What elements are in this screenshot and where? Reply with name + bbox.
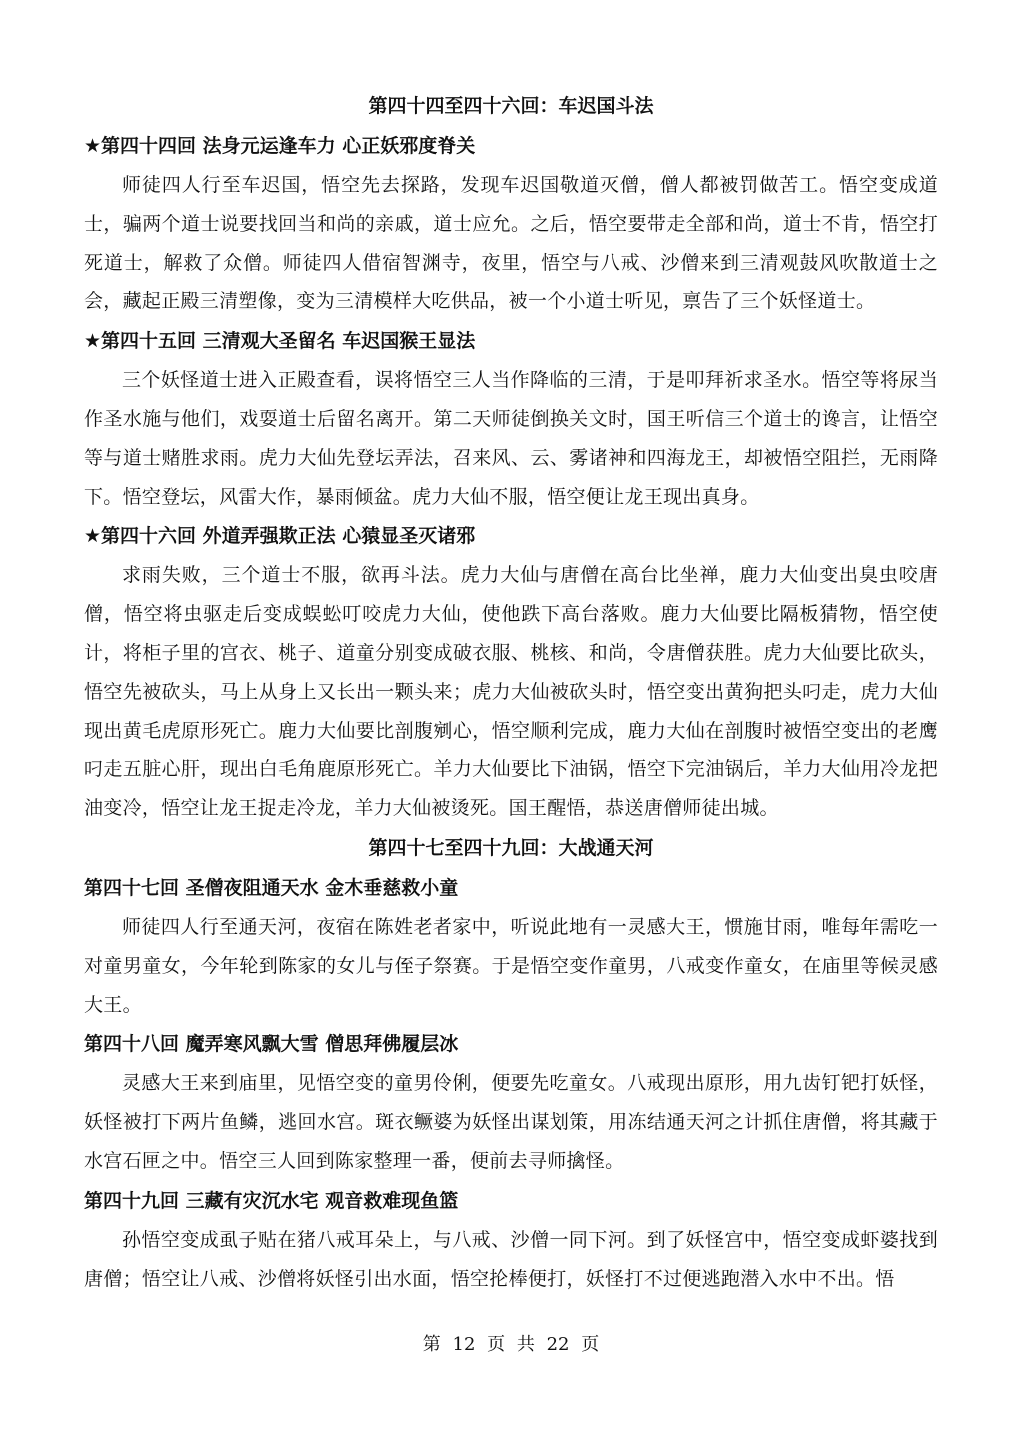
page-number-footer: 第 12 页 共 22 页 <box>422 1334 600 1355</box>
section-title: 第四十四至四十六回：车迟国斗法 <box>368 95 654 117</box>
section-title: 第四十七至四十九回：大战通天河 <box>368 836 654 859</box>
chapter-paragraph: 师徒四人行至车迟国，悟空先去探路，发现车迟国敬道灭僧，僧人都被罚做苦工。悟空变成道士，骗两个道士说要找回当和尚的亲戚，道士应允。之后，悟空要带走全部和尚，道士不肯，悟空打死道士，解救了众僧。师徒四人借宿智渊寺，夜里，悟空与八戒、沙僧来到三清观鼓风吹散道士之会，藏起正殿三清塑像，变为三清模样大吃供品，被一个小道士听见，禀告了三个妖怪道士。 <box>84 174 938 313</box>
chapter-paragraph: 孙悟空变成虱子贴在猪八戒耳朵上，与八戒、沙僧一同下河。到了妖怪宫中，悟空变成虾婆找到唐僧；悟空让八戒、沙僧将妖怪引出水面，悟空抡棒便打，妖怪打不过便逃跑潜入水中不出。悟 <box>84 1228 938 1290</box>
chapter-title: ★第四十六回 外道弄强欺正法 心猿显圣灭诸邪 <box>84 525 476 548</box>
chapter-title: ★第四十四回 法身元运逢车力 心正妖邪度脊关 <box>84 135 476 157</box>
chapter-title: 第四十七回 圣僧夜阻通天水 金木垂慈救小童 <box>84 876 459 899</box>
chapter-paragraph: 师徒四人行至通天河，夜宿在陈姓老者家中，听说此地有一灵感大王，惯施甘雨，唯每年需吃一对童男童女，今年轮到陈家的女儿与侄子祭赛。于是悟空变作童男，八戒变作童女，在庙里等候灵感大王。 <box>84 915 938 1016</box>
document-body <box>84 86 938 1298</box>
chapter-paragraph: 三个妖怪道士进入正殿查看，误将悟空三人当作降临的三清，于是叩拜祈求圣水。悟空等将尿当作圣水施与他们，戏耍道士后留名离开。第二天师徒倒换关文时，国王听信三个道士的谗言，让悟空等与道士赌胜求雨。虎力大仙先登坛弄法，召来风、云、雾诸神和四海龙王，却被悟空阻拦，无雨降下。悟空登坛，风雷大作，暴雨倾盆。虎力大仙不服，悟空便让龙王现出真身。 <box>84 369 938 508</box>
chapter-paragraph: 求雨失败，三个道士不服，欲再斗法。虎力大仙与唐僧在高台比坐禅，鹿力大仙变出臭虫咬唐僧，悟空将虫驱走后变成蜈蚣叮咬虎力大仙，使他跌下高台落败。鹿力大仙要比隔板猜物，悟空使计，将柜子里的宫衣、桃子、道童分别变成破衣服、桃核、和尚，令唐僧获胜。虎力大仙要比砍头，悟空先被砍头，马上从身上又长出一颗头来；虎力大仙被砍头时，悟空变出黄狗把头叼走，虎力大仙现出黄毛虎原形死亡。鹿力大仙要比剖腹剜心，悟空顺利完成，鹿力大仙在剖腹时被悟空变出的老鹰叼走五脏心肝，现出白毛角鹿原形死亡。羊力大仙要比下油锅，悟空下完油锅后，羊力大仙用冷龙把油变冷，悟空让龙王捉走冷龙，羊力大仙被烫死。国王醒悟，恭送唐僧师徒出城。 <box>84 564 938 820</box>
chapter-title: 第四十九回 三藏有灾沉水宅 观音救难现鱼篮 <box>84 1189 459 1212</box>
chapter-paragraph: 灵感大王来到庙里，见悟空变的童男伶俐，便要先吃童女。八戒现出原形，用九齿钉钯打妖怪，妖怪被打下两片鱼鳞，逃回水宫。斑衣鳜婆为妖怪出谋划策，用冻结通天河之计抓住唐僧，将其藏于水宫石匣之中。悟空三人回到陈家整理一番，便前去寻师擒怪。 <box>84 1072 938 1172</box>
chapter-title: ★第四十五回 三清观大圣留名 车迟国猴王显法 <box>84 330 476 353</box>
chapter-title: 第四十八回 魔弄寒风飘大雪 僧思拜佛履层冰 <box>84 1033 459 1056</box>
